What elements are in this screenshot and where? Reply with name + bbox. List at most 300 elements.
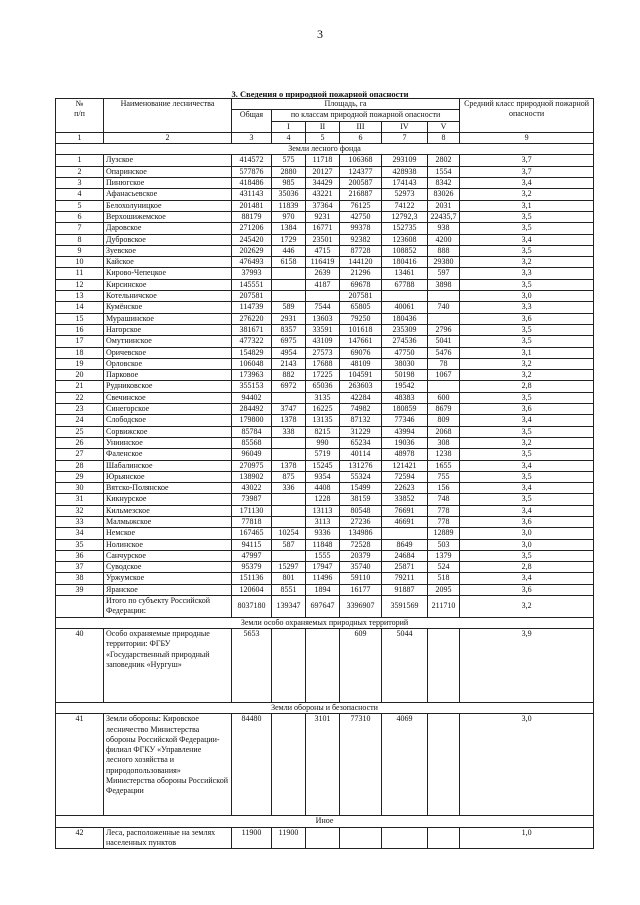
row-cell: 19542 bbox=[382, 381, 428, 392]
row-cell: 16177 bbox=[340, 584, 382, 595]
row-cell: 108852 bbox=[382, 245, 428, 256]
row-name: Особо охраняемые природные территории: ФГБУ «Государственный природный заповедник «Нургуш» bbox=[104, 628, 232, 702]
table-row bbox=[56, 268, 594, 279]
row-cell bbox=[272, 505, 306, 516]
row-num: 19 bbox=[56, 358, 104, 369]
table-row bbox=[56, 381, 594, 392]
row-cell bbox=[428, 381, 460, 392]
row-name: Малмыжское bbox=[104, 516, 232, 527]
column-number-row bbox=[56, 132, 594, 143]
row-num: 18 bbox=[56, 347, 104, 358]
table-row bbox=[56, 178, 594, 189]
table-row bbox=[56, 336, 594, 347]
row-cell: 990 bbox=[306, 437, 340, 448]
row-cell: 114739 bbox=[232, 302, 272, 313]
row-cell: 94115 bbox=[232, 539, 272, 550]
row-cell: 8342 bbox=[428, 178, 460, 189]
row-cell: 79211 bbox=[382, 573, 428, 584]
row-name: Свечинское bbox=[104, 392, 232, 403]
row-cell: 2,8 bbox=[460, 381, 594, 392]
row-cell: 428938 bbox=[382, 166, 428, 177]
row-cell: 21296 bbox=[340, 268, 382, 279]
col-number: 8 bbox=[428, 132, 460, 143]
row-cell: 3,0 bbox=[460, 539, 594, 550]
total-cell: 3591569 bbox=[382, 596, 428, 618]
row-cell: 42750 bbox=[340, 211, 382, 222]
table-row bbox=[56, 200, 594, 211]
row-cell bbox=[272, 714, 306, 816]
row-cell: 13603 bbox=[306, 313, 340, 324]
row-cell: 418486 bbox=[232, 178, 272, 189]
row-cell: 587 bbox=[272, 539, 306, 550]
row-cell: 207581 bbox=[340, 291, 382, 302]
row-cell: 8649 bbox=[382, 539, 428, 550]
row-cell: 22435,7 bbox=[428, 211, 460, 222]
table-row bbox=[56, 358, 594, 369]
row-cell: 2880 bbox=[272, 166, 306, 177]
row-cell: 73987 bbox=[232, 494, 272, 505]
row-cell: 431143 bbox=[232, 189, 272, 200]
row-cell: 938 bbox=[428, 223, 460, 234]
table-row bbox=[56, 426, 594, 437]
row-cell: 5041 bbox=[428, 336, 460, 347]
row-cell: 201481 bbox=[232, 200, 272, 211]
row-name: Кикнурское bbox=[104, 494, 232, 505]
row-cell: 72528 bbox=[340, 539, 382, 550]
row-cell: 83026 bbox=[428, 189, 460, 200]
row-num: 30 bbox=[56, 483, 104, 494]
row-num: 11 bbox=[56, 268, 104, 279]
row-cell: 37993 bbox=[232, 268, 272, 279]
table-row bbox=[56, 516, 594, 527]
row-num: 14 bbox=[56, 302, 104, 313]
row-cell: 80548 bbox=[340, 505, 382, 516]
row-cell: 29380 bbox=[428, 257, 460, 268]
row-cell: 131276 bbox=[340, 460, 382, 471]
row-cell: 52973 bbox=[382, 189, 428, 200]
row-num: 31 bbox=[56, 494, 104, 505]
page-number: 3 bbox=[317, 27, 323, 41]
row-cell: 778 bbox=[428, 505, 460, 516]
row-num: 25 bbox=[56, 426, 104, 437]
header-class-1: I bbox=[272, 121, 306, 132]
row-name: Вятско-Полянское bbox=[104, 483, 232, 494]
row-cell: 67788 bbox=[382, 279, 428, 290]
section-defense: Земли обороны и безопасности bbox=[56, 702, 594, 713]
row-cell: 5044 bbox=[382, 628, 428, 702]
table-row bbox=[56, 313, 594, 324]
section-other: Иное bbox=[56, 816, 594, 827]
row-name: Котельничское bbox=[104, 291, 232, 302]
header-avg-class: Средний класс природной пожарной опасности bbox=[460, 99, 594, 133]
row-cell: 20127 bbox=[306, 166, 340, 177]
row-cell: 4200 bbox=[428, 234, 460, 245]
row-num: 7 bbox=[56, 223, 104, 234]
row-cell: 120604 bbox=[232, 584, 272, 595]
row-cell: 13113 bbox=[306, 505, 340, 516]
row-cell: 10254 bbox=[272, 528, 306, 539]
row-cell: 3101 bbox=[306, 714, 340, 816]
row-cell: 3,5 bbox=[460, 471, 594, 482]
row-name: Даровское bbox=[104, 223, 232, 234]
row-cell: 145551 bbox=[232, 279, 272, 290]
row-cell: 92382 bbox=[340, 234, 382, 245]
row-cell: 577876 bbox=[232, 166, 272, 177]
row-cell: 76125 bbox=[340, 200, 382, 211]
row-cell: 173963 bbox=[232, 370, 272, 381]
row-cell: 270975 bbox=[232, 460, 272, 471]
row-cell: 9336 bbox=[306, 528, 340, 539]
row-num: 15 bbox=[56, 313, 104, 324]
row-cell: 4187 bbox=[306, 279, 340, 290]
row-cell: 20379 bbox=[340, 550, 382, 561]
col-number: 3 bbox=[232, 132, 272, 143]
row-cell: 37364 bbox=[306, 200, 340, 211]
row-cell: 882 bbox=[272, 370, 306, 381]
row-cell: 9354 bbox=[306, 471, 340, 482]
row-name: Леса, расположенные на землях населенных пунктов bbox=[104, 827, 232, 849]
table-row bbox=[56, 370, 594, 381]
row-cell: 3,0 bbox=[460, 291, 594, 302]
row-cell: 245420 bbox=[232, 234, 272, 245]
row-cell: 338 bbox=[272, 426, 306, 437]
row-cell: 22623 bbox=[382, 483, 428, 494]
row-cell: 46691 bbox=[382, 516, 428, 527]
row-cell: 3747 bbox=[272, 404, 306, 415]
table-row bbox=[56, 223, 594, 234]
row-cell: 138902 bbox=[232, 471, 272, 482]
row-name: Белохолуницкое bbox=[104, 200, 232, 211]
col-number: 5 bbox=[306, 132, 340, 143]
row-cell: 3,4 bbox=[460, 415, 594, 426]
table-row bbox=[56, 562, 594, 573]
table-row bbox=[56, 584, 594, 595]
header-class-3: III bbox=[340, 121, 382, 132]
header-class-2: II bbox=[306, 121, 340, 132]
row-cell: 34429 bbox=[306, 178, 340, 189]
row-name: Яранское bbox=[104, 584, 232, 595]
row-cell: 3,4 bbox=[460, 505, 594, 516]
table-row bbox=[56, 437, 594, 448]
row-cell: 3,0 bbox=[460, 528, 594, 539]
row-cell: 4954 bbox=[272, 347, 306, 358]
row-cell: 42284 bbox=[340, 392, 382, 403]
row-cell: 6975 bbox=[272, 336, 306, 347]
row-name: Зуевское bbox=[104, 245, 232, 256]
row-cell: 40061 bbox=[382, 302, 428, 313]
row-cell: 575 bbox=[272, 155, 306, 166]
row-cell: 85568 bbox=[232, 437, 272, 448]
row-cell: 4408 bbox=[306, 483, 340, 494]
row-cell: 985 bbox=[272, 178, 306, 189]
row-name: Парковое bbox=[104, 370, 232, 381]
table-row bbox=[56, 573, 594, 584]
row-cell bbox=[272, 392, 306, 403]
row-cell: 69678 bbox=[340, 279, 382, 290]
row-cell: 748 bbox=[428, 494, 460, 505]
row-cell: 76691 bbox=[382, 505, 428, 516]
row-num: 9 bbox=[56, 245, 104, 256]
row-name: Суводское bbox=[104, 562, 232, 573]
row-42 bbox=[56, 827, 594, 849]
col-number: 2 bbox=[104, 132, 232, 143]
row-cell: 35036 bbox=[272, 189, 306, 200]
row-cell: 3,2 bbox=[460, 189, 594, 200]
row-num: 21 bbox=[56, 381, 104, 392]
row-cell: 888 bbox=[428, 245, 460, 256]
row-cell: 3,1 bbox=[460, 200, 594, 211]
row-cell: 95379 bbox=[232, 562, 272, 573]
row-cell: 43109 bbox=[306, 336, 340, 347]
row-cell bbox=[382, 827, 428, 849]
row-cell: 381671 bbox=[232, 324, 272, 335]
table-row bbox=[56, 483, 594, 494]
row-cell: 11839 bbox=[272, 200, 306, 211]
row-cell: 94402 bbox=[232, 392, 272, 403]
row-cell: 609 bbox=[340, 628, 382, 702]
row-cell: 91887 bbox=[382, 584, 428, 595]
row-cell bbox=[306, 291, 340, 302]
col-number: 6 bbox=[340, 132, 382, 143]
row-num: 13 bbox=[56, 291, 104, 302]
row-cell: 47750 bbox=[382, 347, 428, 358]
row-name: Санчурское bbox=[104, 550, 232, 561]
row-cell: 72594 bbox=[382, 471, 428, 482]
row-cell: 12792,3 bbox=[382, 211, 428, 222]
row-cell: 740 bbox=[428, 302, 460, 313]
row-cell: 106048 bbox=[232, 358, 272, 369]
row-cell: 1384 bbox=[272, 223, 306, 234]
row-cell bbox=[272, 516, 306, 527]
row-cell: 2095 bbox=[428, 584, 460, 595]
row-cell: 84480 bbox=[232, 714, 272, 816]
row-40 bbox=[56, 628, 594, 702]
row-cell: 50198 bbox=[382, 370, 428, 381]
row-cell bbox=[272, 628, 306, 702]
row-num: 27 bbox=[56, 449, 104, 460]
row-cell: 77346 bbox=[382, 415, 428, 426]
table-row bbox=[56, 505, 594, 516]
header-class-5: V bbox=[428, 121, 460, 132]
table-row bbox=[56, 404, 594, 415]
row-cell: 2931 bbox=[272, 313, 306, 324]
row-name: Юрьянское bbox=[104, 471, 232, 482]
row-cell: 99378 bbox=[340, 223, 382, 234]
row-cell: 503 bbox=[428, 539, 460, 550]
row-num: 36 bbox=[56, 550, 104, 561]
row-cell: 179800 bbox=[232, 415, 272, 426]
row-cell: 3,4 bbox=[460, 234, 594, 245]
row-cell: 13135 bbox=[306, 415, 340, 426]
row-cell: 1378 bbox=[272, 460, 306, 471]
row-num: 35 bbox=[56, 539, 104, 550]
row-cell: 174143 bbox=[382, 178, 428, 189]
row-cell: 263603 bbox=[340, 381, 382, 392]
row-cell: 1729 bbox=[272, 234, 306, 245]
row-cell: 19036 bbox=[382, 437, 428, 448]
row-cell: 87132 bbox=[340, 415, 382, 426]
row-name: Пинюгское bbox=[104, 178, 232, 189]
row-cell: 38030 bbox=[382, 358, 428, 369]
total-cell: 139347 bbox=[272, 596, 306, 618]
row-cell: 3,5 bbox=[460, 324, 594, 335]
row-cell: 147661 bbox=[340, 336, 382, 347]
table-row bbox=[56, 494, 594, 505]
row-cell: 3898 bbox=[428, 279, 460, 290]
row-name: Сорвижское bbox=[104, 426, 232, 437]
table-row bbox=[56, 189, 594, 200]
row-cell: 271206 bbox=[232, 223, 272, 234]
row-cell: 284492 bbox=[232, 404, 272, 415]
row-cell: 154829 bbox=[232, 347, 272, 358]
row-cell: 3,4 bbox=[460, 483, 594, 494]
row-cell: 755 bbox=[428, 471, 460, 482]
row-cell: 276220 bbox=[232, 313, 272, 324]
total-cell: 697647 bbox=[306, 596, 340, 618]
row-name: Омутнинское bbox=[104, 336, 232, 347]
row-cell: 6972 bbox=[272, 381, 306, 392]
row-cell: 65234 bbox=[340, 437, 382, 448]
row-cell: 4715 bbox=[306, 245, 340, 256]
row-cell: 134986 bbox=[340, 528, 382, 539]
row-cell: 3,2 bbox=[460, 358, 594, 369]
row-cell: 25871 bbox=[382, 562, 428, 573]
row-num: 26 bbox=[56, 437, 104, 448]
row-cell: 3,0 bbox=[460, 714, 594, 816]
row-cell: 48383 bbox=[382, 392, 428, 403]
row-name: Земли обороны: Кировское лесничество Министерства обороны Российской Федерации-филиал ФГКУ «Управление лесного хозяйства и природопользования» Министерства обороны Российской Федерации bbox=[104, 714, 232, 816]
row-cell: 2143 bbox=[272, 358, 306, 369]
row-cell: 3,7 bbox=[460, 155, 594, 166]
table-row bbox=[56, 449, 594, 460]
row-num: 24 bbox=[56, 415, 104, 426]
row-cell: 3,4 bbox=[460, 460, 594, 471]
row-cell: 151136 bbox=[232, 573, 272, 584]
row-cell: 11900 bbox=[272, 827, 306, 849]
section-protected: Земли особо охраняемых природных территорий bbox=[56, 617, 594, 628]
row-cell: 1554 bbox=[428, 166, 460, 177]
row-cell: 15297 bbox=[272, 562, 306, 573]
row-num: 6 bbox=[56, 211, 104, 222]
row-cell: 5476 bbox=[428, 347, 460, 358]
row-cell: 27236 bbox=[340, 516, 382, 527]
row-cell bbox=[382, 291, 428, 302]
row-num: 12 bbox=[56, 279, 104, 290]
row-num: 39 bbox=[56, 584, 104, 595]
total-label: Итого по субъекту Российской Федерации: bbox=[104, 596, 232, 618]
row-cell: 15499 bbox=[340, 483, 382, 494]
table-row bbox=[56, 539, 594, 550]
row-name: Верхошижемское bbox=[104, 211, 232, 222]
row-cell: 414572 bbox=[232, 155, 272, 166]
row-name: Рудниковское bbox=[104, 381, 232, 392]
row-cell: 8215 bbox=[306, 426, 340, 437]
row-cell: 43022 bbox=[232, 483, 272, 494]
row-cell: 33591 bbox=[306, 324, 340, 335]
row-name: Слободское bbox=[104, 415, 232, 426]
row-cell: 65036 bbox=[306, 381, 340, 392]
row-num: 2 bbox=[56, 166, 104, 177]
section-title: 3. Сведения о природной пожарной опасности bbox=[231, 89, 409, 99]
row-name: Кайское bbox=[104, 257, 232, 268]
row-cell bbox=[340, 827, 382, 849]
row-num: 16 bbox=[56, 324, 104, 335]
row-cell: 3,4 bbox=[460, 573, 594, 584]
row-cell: 11718 bbox=[306, 155, 340, 166]
row-cell: 121421 bbox=[382, 460, 428, 471]
row-cell: 180436 bbox=[382, 313, 428, 324]
row-num: 29 bbox=[56, 471, 104, 482]
row-cell: 3,6 bbox=[460, 313, 594, 324]
row-num: 22 bbox=[56, 392, 104, 403]
row-cell bbox=[428, 291, 460, 302]
row-cell: 3,5 bbox=[460, 279, 594, 290]
row-cell bbox=[428, 714, 460, 816]
row-cell: 23501 bbox=[306, 234, 340, 245]
row-cell: 778 bbox=[428, 516, 460, 527]
row-num: 1 bbox=[56, 155, 104, 166]
row-cell: 1228 bbox=[306, 494, 340, 505]
row-cell: 235309 bbox=[382, 324, 428, 335]
row-name: Униинское bbox=[104, 437, 232, 448]
row-cell: 74982 bbox=[340, 404, 382, 415]
row-cell: 3,5 bbox=[460, 449, 594, 460]
table-row bbox=[56, 245, 594, 256]
table-row bbox=[56, 211, 594, 222]
row-name: Кильмезское bbox=[104, 505, 232, 516]
row-cell: 518 bbox=[428, 573, 460, 584]
row-cell: 3,7 bbox=[460, 166, 594, 177]
total-cell: 3,2 bbox=[460, 596, 594, 618]
col-number: 9 bbox=[460, 132, 594, 143]
row-cell: 875 bbox=[272, 471, 306, 482]
row-cell: 69076 bbox=[340, 347, 382, 358]
row-cell: 308 bbox=[428, 437, 460, 448]
row-cell: 3,5 bbox=[460, 550, 594, 561]
row-num: 20 bbox=[56, 370, 104, 381]
row-cell: 17947 bbox=[306, 562, 340, 573]
row-cell: 180416 bbox=[382, 257, 428, 268]
row-cell: 3113 bbox=[306, 516, 340, 527]
row-cell bbox=[428, 827, 460, 849]
table-row bbox=[56, 302, 594, 313]
row-cell: 27573 bbox=[306, 347, 340, 358]
total-cell: 8037180 bbox=[232, 596, 272, 618]
row-cell: 336 bbox=[272, 483, 306, 494]
row-num: 3 bbox=[56, 178, 104, 189]
row-cell bbox=[306, 827, 340, 849]
row-cell: 5653 bbox=[232, 628, 272, 702]
table-row bbox=[56, 460, 594, 471]
header-area: Площадь, га bbox=[232, 99, 460, 110]
row-cell: 3,6 bbox=[460, 584, 594, 595]
row-cell: 200587 bbox=[340, 178, 382, 189]
row-cell: 65805 bbox=[340, 302, 382, 313]
header-total: Общая bbox=[232, 110, 272, 133]
row-cell: 2068 bbox=[428, 426, 460, 437]
row-num: 23 bbox=[56, 404, 104, 415]
row-cell: 2802 bbox=[428, 155, 460, 166]
row-cell: 77818 bbox=[232, 516, 272, 527]
row-cell: 33852 bbox=[382, 494, 428, 505]
row-cell: 116419 bbox=[306, 257, 340, 268]
row-cell: 48109 bbox=[340, 358, 382, 369]
row-cell: 38159 bbox=[340, 494, 382, 505]
header-num: № п/п bbox=[56, 99, 104, 133]
row-cell: 597 bbox=[428, 268, 460, 279]
table-row bbox=[56, 347, 594, 358]
row-num: 33 bbox=[56, 516, 104, 527]
